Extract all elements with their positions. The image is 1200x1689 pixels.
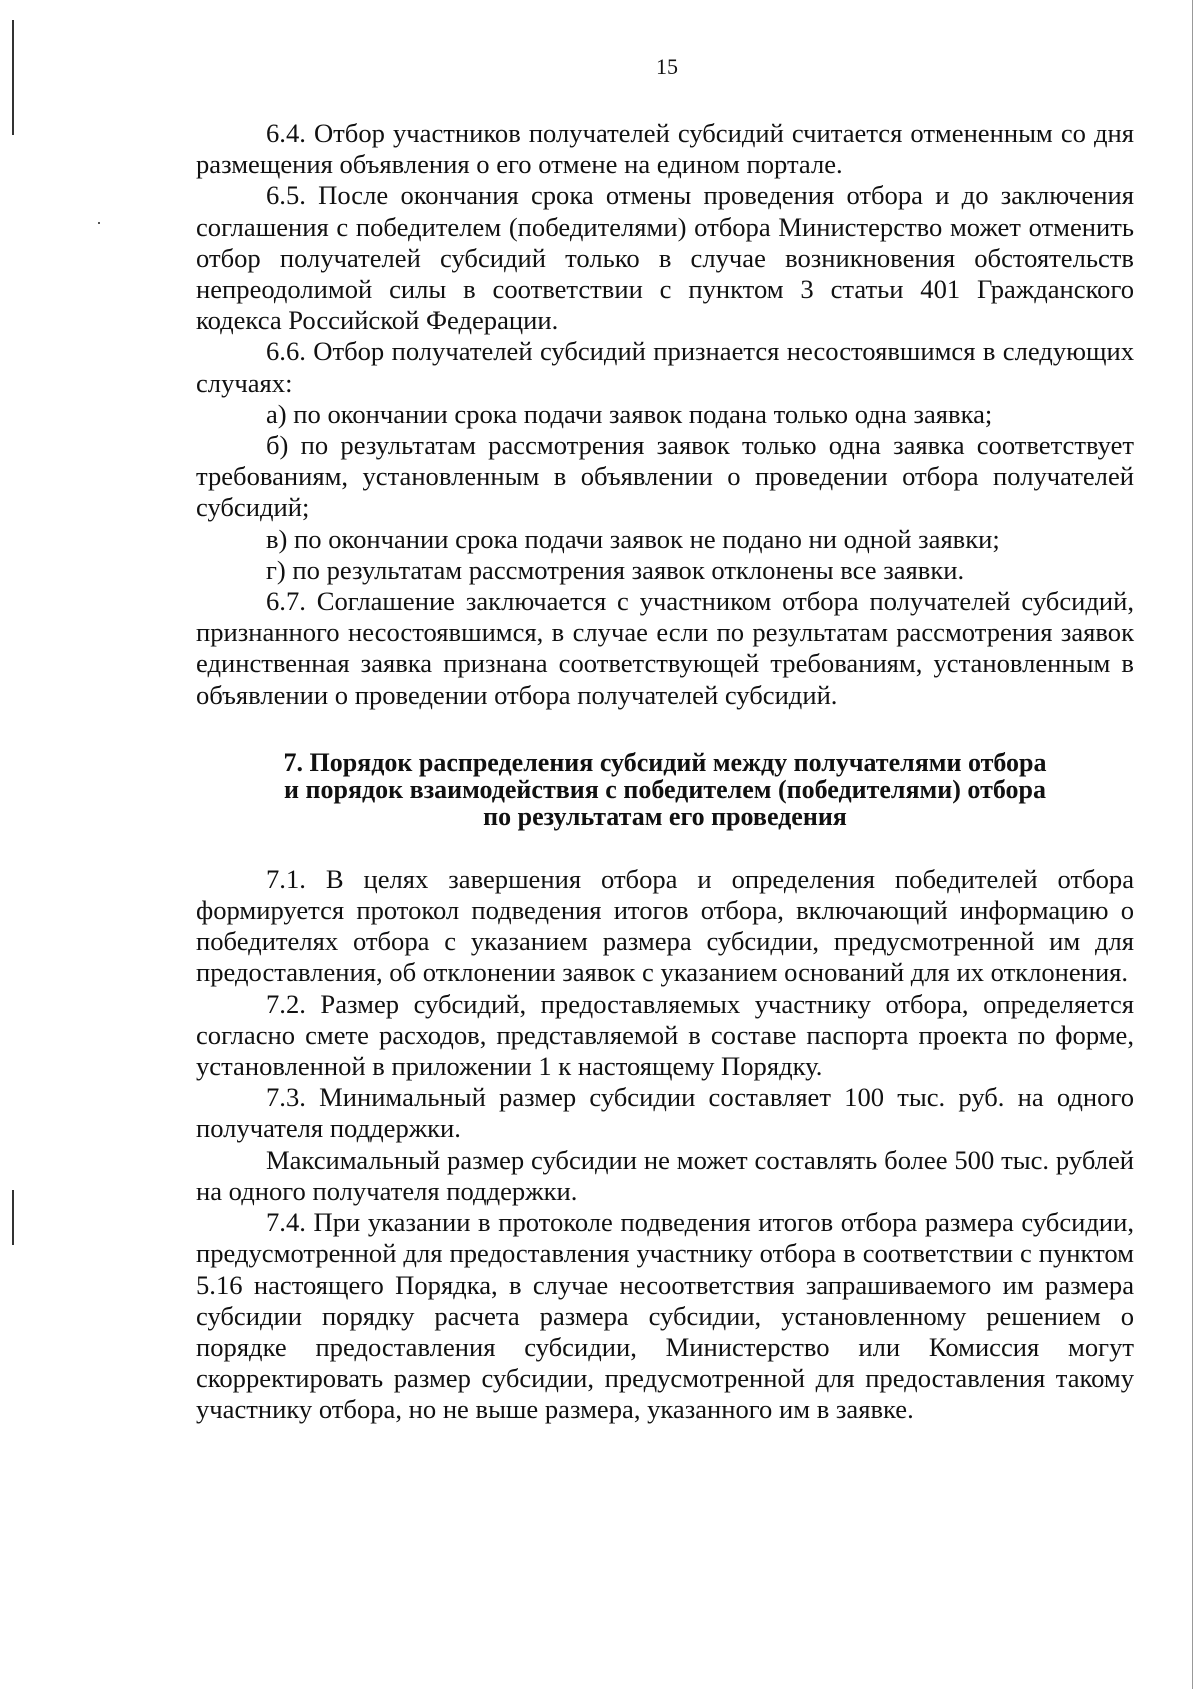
paragraph-6-6-g: г) по результатам рассмотрения заявок отклонены все заявки.: [266, 554, 965, 585]
scan-margin-line-bottom: [12, 1190, 14, 1245]
paragraph-6-5: 6.5. После окончания срока отмены проведения отбора и до заключения соглашения с победителем (победителями) отбора Министерство может отменить отбор получателей субсидий только в случае возникновения обстоятельств непреодолимой силы в соответствии с пунктом 3 статьи 401 Гражданского кодекса Российской Федерации.: [196, 180, 1134, 336]
paragraph-7-3-max: Максимальный размер субсидии не может составлять более 500 тыс. рублей на одного получателя поддержки.: [196, 1144, 1134, 1206]
paragraph-6-7: 6.7. Соглашение заключается с участником отбора получателей субсидий, признанного несостоявшимся, в случае если по результатам рассмотрения заявок единственная заявка признана соответствующей требованиям, установленным в объявлении о проведении отбора получателей субсидий.: [196, 586, 1134, 710]
paragraph-7-1: 7.1. В целях завершения отбора и определения победителей отбора формируется протокол подведения итогов отбора, включающий информацию о победителях отбора с указанием размера субсидии, предусмотренной им для предоставления, об отклонении заявок с указанием оснований для их отклонения.: [196, 863, 1134, 988]
paragraph-7-4: 7.4. При указании в протоколе подведения итогов отбора размера субсидии, предусмотренной для предоставления участнику отбора в соответствии с пунктом 5.16 настоящего Порядка, в случае несоответствия запрашиваемого им размера субсидии порядку расчета размера субсидии, установленному решением о порядке предоставления субсидии, Министерство или Комиссия могут скорректировать размер субсидии, предусмотренной для предоставления такому участнику отбора, но не выше размера, указанного им в заявке.: [196, 1207, 1134, 1425]
section-7-heading-line-3: по результатам его проведения: [483, 801, 847, 831]
scan-margin-line-right: [1192, 0, 1193, 1689]
paragraph-6-6: 6.6. Отбор получателей субсидий признается несостоявшимся в следующих случаях:: [196, 336, 1134, 398]
section-7-heading-line-2: и порядок взаимодействия с победителем (победителями) отбора: [284, 774, 1046, 804]
section-7-heading-line-1: 7. Порядок распределения субсидий между получателями отбора: [283, 747, 1047, 777]
document-body: [196, 118, 1134, 1426]
section-7-heading: [196, 749, 1134, 830]
page-number: 15: [656, 54, 678, 79]
paragraph-6-6-v: в) по окончании срока подачи заявок не подано ни одной заявки;: [266, 523, 1000, 554]
paragraph-6-6-b: б) по результатам рассмотрения заявок только одна заявка соответствует требованиям, установленным в объявлении о проведении отбора получателей субсидий;: [196, 430, 1134, 523]
scan-speck: [98, 222, 100, 224]
paragraph-6-4: 6.4. Отбор участников получателей субсидий считается отмененным со дня размещения объявления о его отмене на едином портале.: [196, 118, 1134, 180]
paragraph-7-3: 7.3. Минимальный размер субсидии составляет 100 тыс. руб. на одного получателя поддержки.: [196, 1082, 1134, 1144]
paragraph-7-2: 7.2. Размер субсидий, предоставляемых участнику отбора, определяется согласно смете расходов, представляемой в составе паспорта проекта по форме, установленной в приложении 1 к настоящему Порядку.: [196, 988, 1134, 1082]
paragraph-6-6-a: а) по окончании срока подачи заявок подана только одна заявка;: [266, 398, 993, 429]
